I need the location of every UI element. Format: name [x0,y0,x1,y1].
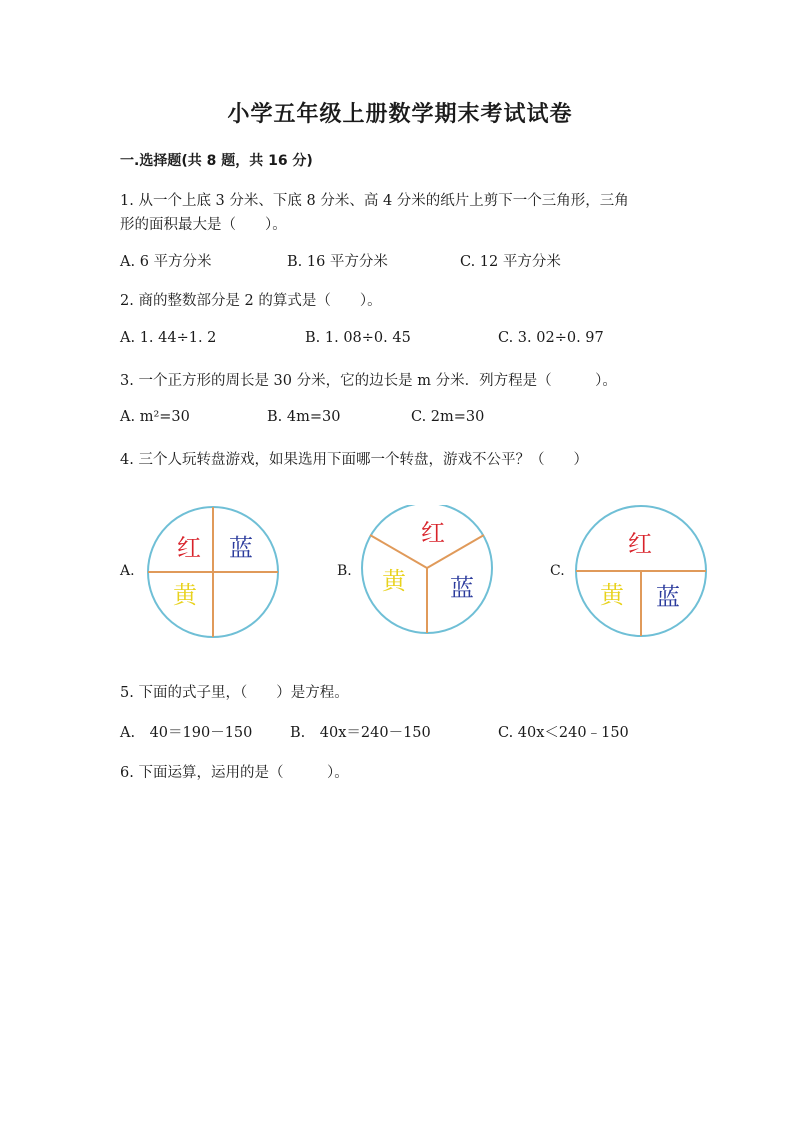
question-1-option-a: A. 6 平方分米 [120,254,212,270]
spinner-b-red-label: 红 [421,519,445,547]
spinner-c-yellow-label: 黄 [600,581,624,609]
spinner-c [572,505,712,640]
spinner-c-blue-label: 蓝 [656,583,680,611]
spinner-a-label: A. [120,563,135,579]
spinner-a [143,505,283,640]
question-5-option-b: B. 40x＝240－150 [290,725,431,741]
spinner-b [360,505,500,640]
question-1-option-b: B. 16 平方分米 [287,254,388,270]
question-2-option-c: C. 3. 02÷0. 97 [498,330,604,346]
spinner-c-label: C. [550,563,565,579]
question-4-text: 4. 三个人玩转盘游戏，如果选用下面哪一个转盘，游戏不公平？（ ） [120,452,588,468]
spinner-a-red-label: 红 [177,534,201,562]
spinner-b-divider [370,535,427,568]
question-3-option-a: A. m²=30 [120,409,190,425]
spinner-b-label: B. [337,563,352,579]
section-heading: 一.选择题(共 8 题，共 16 分) [120,153,313,169]
spinner-b-blue-label: 蓝 [450,574,474,602]
spinner-c-red-label: 红 [628,530,652,558]
question-1-text: 1. 从一个上底 3 分米、下底 8 分米、高 4 分米的纸片上剪下一个三角形，三角 [120,193,629,209]
spinner-b-yellow-label: 黄 [382,567,406,595]
question-1-text-cont: 形的面积最大是（ ）。 [120,217,287,233]
question-5-option-c: C. 40x＜240﹣150 [498,725,629,741]
question-5-text: 5. 下面的式子里，（ ）是方程。 [120,685,349,701]
spinner-a-blue-label: 蓝 [229,534,253,562]
question-3-text: 3. 一个正方形的周长是 30 分米，它的边长是 m 分米．列方程是（ ）。 [120,373,617,389]
question-3-option-b: B. 4m=30 [267,409,341,425]
question-1-option-c: C. 12 平方分米 [460,254,561,270]
page-title: 小学五年级上册数学期末考试试卷 [227,102,573,127]
question-5-option-a: A. 40＝190－150 [120,725,253,741]
question-2-option-b: B. 1. 08÷0. 45 [305,330,411,346]
question-2-option-a: A. 1. 44÷1. 2 [120,330,217,346]
question-2-text: 2. 商的整数部分是 2 的算式是（ ）。 [120,293,382,309]
spinner-a-yellow-label: 黄 [173,581,197,609]
question-3-option-c: C. 2m=30 [411,409,485,425]
question-6-text: 6. 下面运算，运用的是（ ）。 [120,765,349,781]
